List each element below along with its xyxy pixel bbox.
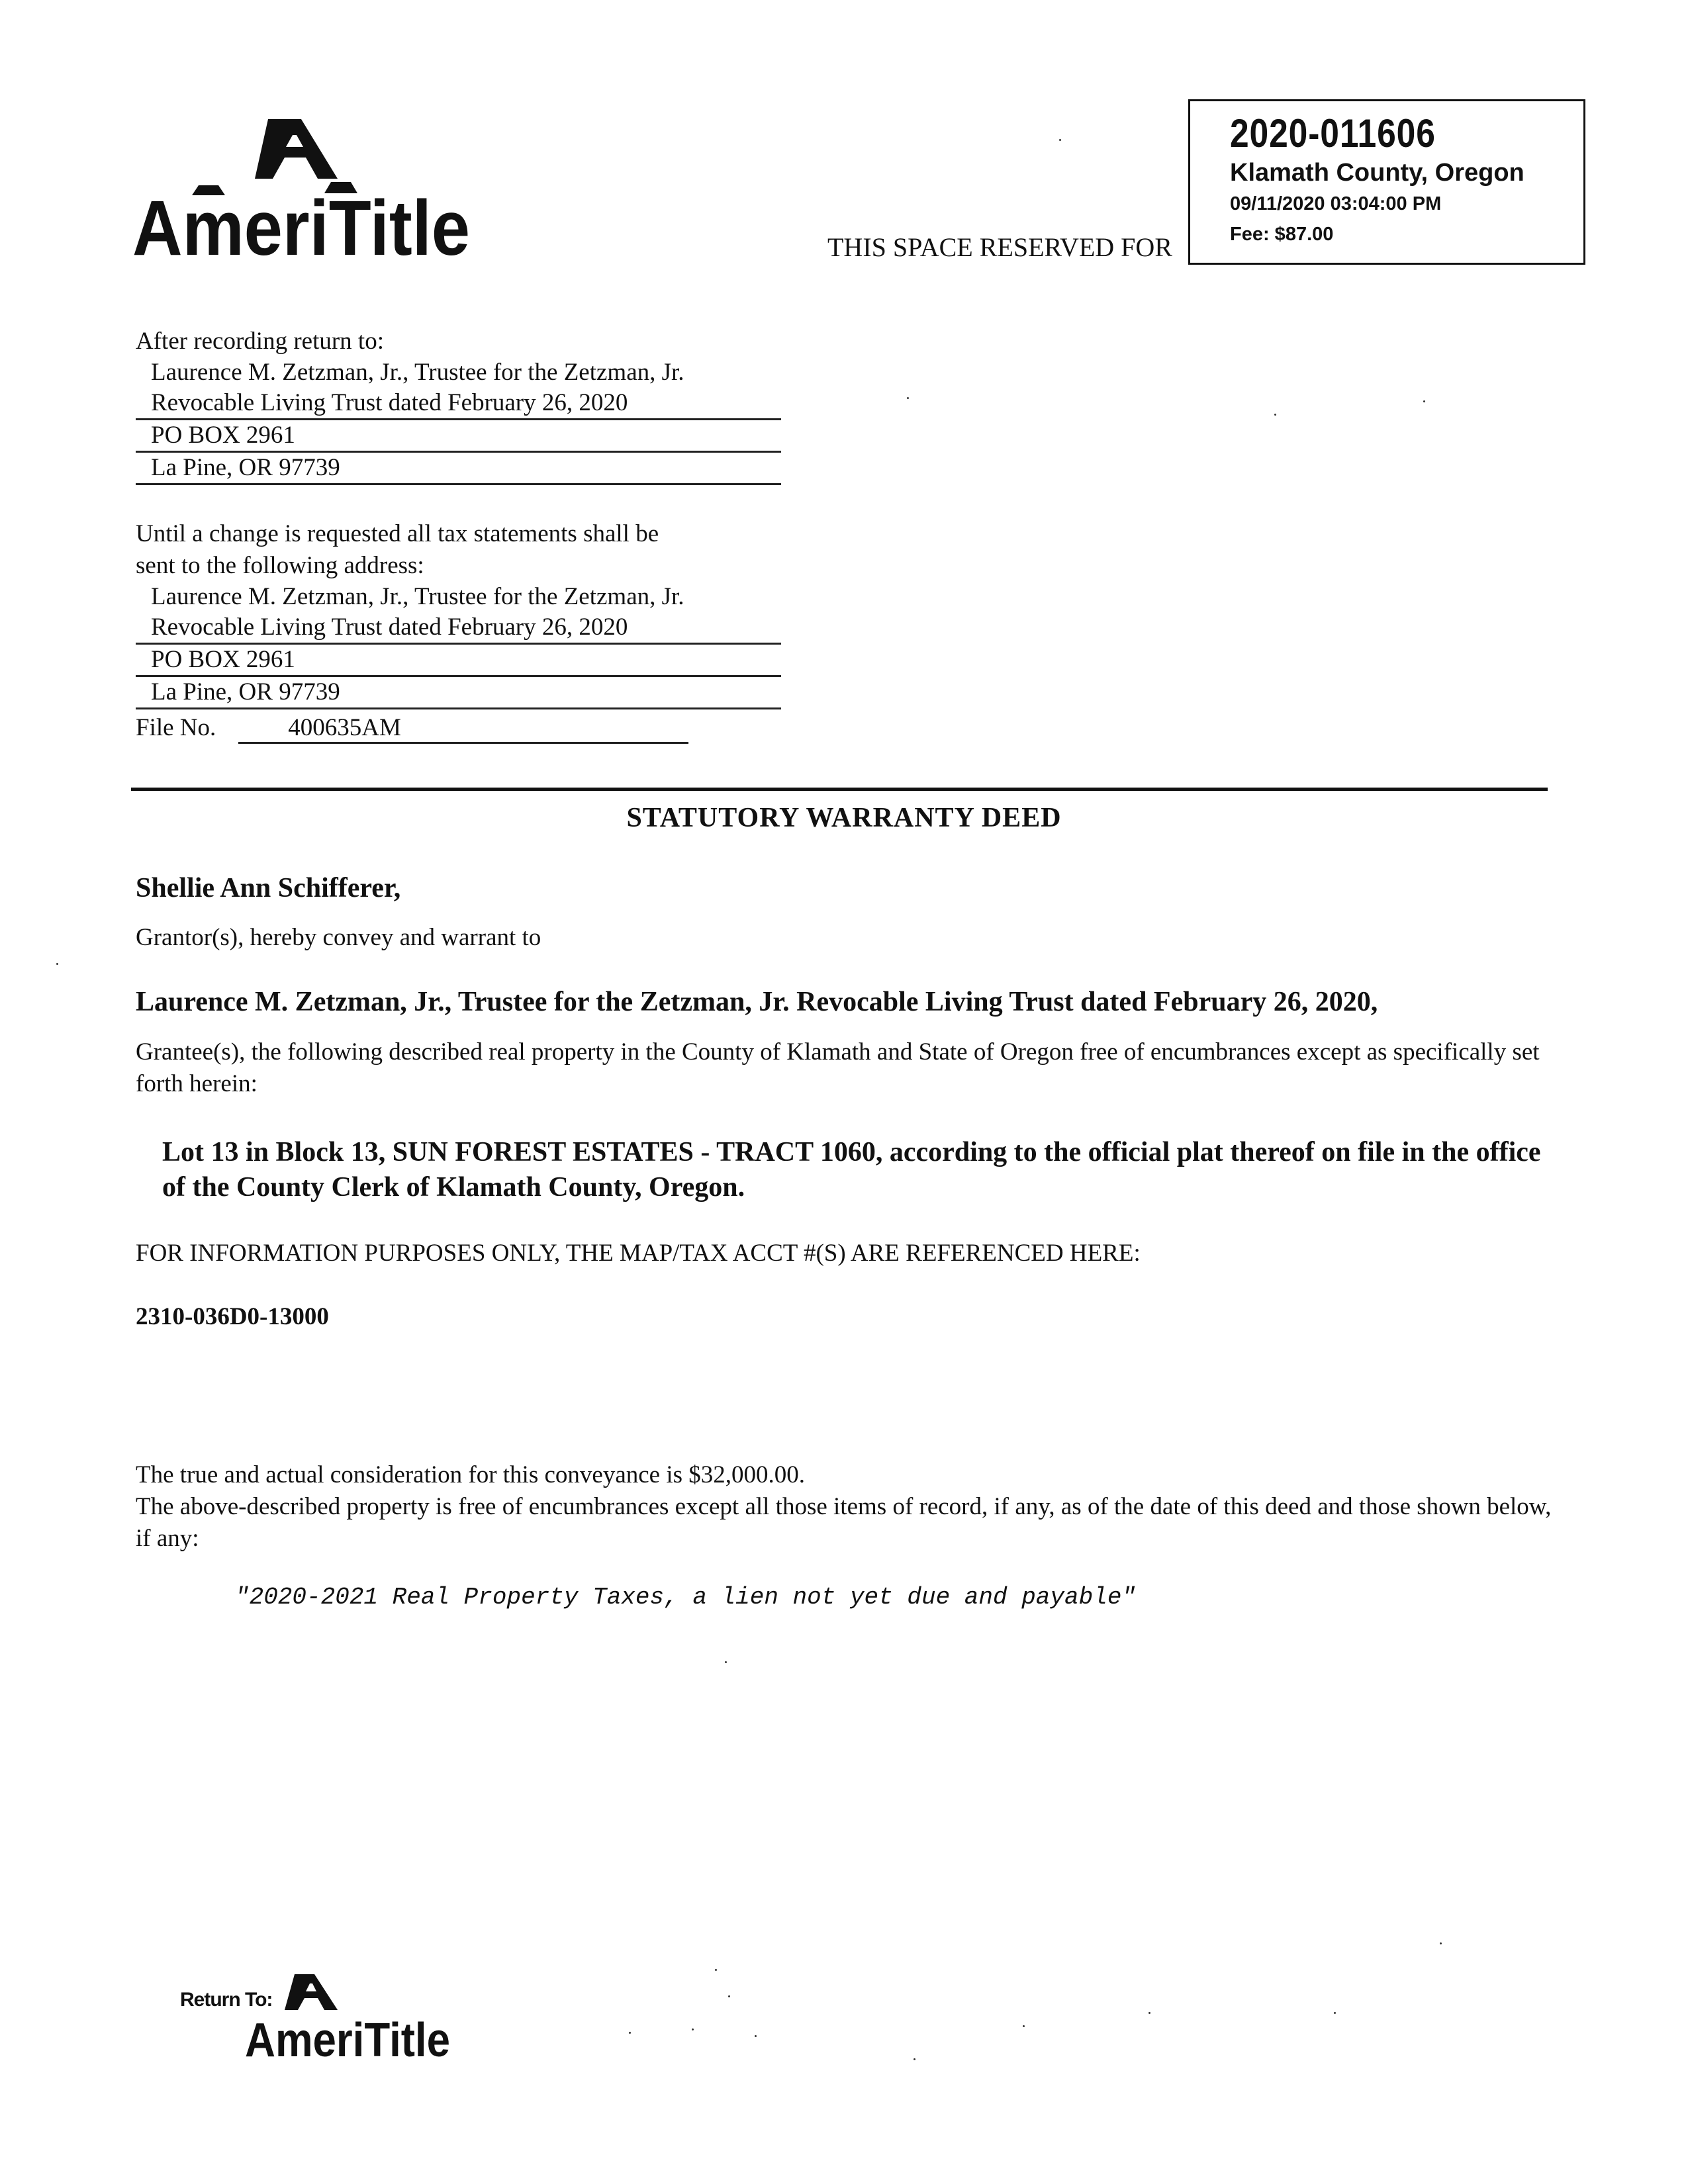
scan-speck [1059, 139, 1061, 141]
scan-speck [1440, 1942, 1442, 1944]
recording-stamp [1188, 99, 1585, 265]
footer-logo [179, 1969, 457, 2062]
scan-speck [715, 1969, 717, 1971]
return-address-block [136, 326, 781, 485]
return-to-label: Return To: [180, 1989, 273, 2011]
recording-county: Klamath County, Oregon [1230, 159, 1524, 187]
document-number: 2020-011606 [1230, 111, 1436, 156]
info-purposes-text: FOR INFORMATION PURPOSES ONLY, THE MAP/TAX ACCT #(S) ARE REFERENCED HERE: [136, 1240, 1141, 1267]
tax-line-1: Laurence M. Zetzman, Jr., Trustee for the Zetzman, Jr. [151, 583, 684, 610]
deed-title: STATUTORY WARRANTY DEED [626, 803, 1062, 833]
grantor-text: Grantor(s), hereby convey and warrant to [136, 924, 541, 951]
consideration-text: The true and actual consideration for this conveyance is $32,000.00. [136, 1461, 806, 1488]
svg-text:AmeriTitle: AmeriTitle [245, 2014, 450, 2062]
tax-account-number: 2310-036D0-13000 [136, 1303, 329, 1330]
encumbrance-text: The above-described property is free of encumbrances except all those items of record, if any, as of the date of this deed and those shown below, if any: [136, 1493, 1552, 1552]
scan-speck [914, 2058, 915, 2060]
recording-fee: Fee: $87.00 [1230, 224, 1334, 245]
scan-speck [755, 2035, 757, 2037]
scan-speck [1274, 414, 1276, 416]
return-label: After recording return to: [136, 328, 384, 355]
footer-logo-icon [179, 1969, 457, 2062]
scan-speck [56, 963, 58, 965]
scan-speck [725, 1661, 727, 1663]
return-line-4: La Pine, OR 97739 [136, 453, 781, 485]
legal-description: Lot 13 in Block 13, SUN FOREST ESTATES - TRACT 1060, according to the official plat thereof on file in the office of the County Clerk of Klamath County, Oregon. [162, 1137, 1541, 1203]
scan-speck [692, 2028, 694, 2030]
divider [131, 788, 1548, 791]
tax-line-4: La Pine, OR 97739 [136, 677, 781, 709]
ameritle-logo [132, 106, 477, 265]
scan-speck [1423, 400, 1425, 402]
return-line-3: PO BOX 2961 [136, 420, 781, 453]
tax-line-3: PO BOX 2961 [136, 645, 781, 677]
grantee-name: Laurence M. Zetzman, Jr., Trustee for the Zetzman, Jr. Revocable Living Trust dated February 26, 2020, [136, 987, 1378, 1017]
scan-speck [1149, 2012, 1150, 2014]
file-number-label: File No. [136, 714, 216, 741]
scan-speck [1023, 2025, 1025, 2027]
grantee-text: Grantee(s), the following described real property in the County of Klamath and State of Oregon free of encumbrances except as specifically set forth herein: [136, 1038, 1540, 1097]
tax-address-block [136, 518, 781, 709]
tax-label-1: Until a change is requested all tax statements shall be [136, 520, 659, 547]
grantor-name: Shellie Ann Schifferer, [136, 873, 401, 903]
file-number [136, 713, 688, 744]
tax-label-2: sent to the following address: [136, 552, 424, 579]
scan-speck [907, 397, 909, 399]
return-line-2: Revocable Living Trust dated February 26, 2020 [136, 388, 781, 420]
exception-text: "2020-2021 Real Property Taxes, a lien not yet due and payable" [235, 1584, 1137, 1611]
scan-speck [728, 1995, 730, 1997]
file-number-value: 400635AM [238, 713, 688, 744]
scan-speck [629, 2032, 631, 2034]
return-line-1: Laurence M. Zetzman, Jr., Trustee for the Zetzman, Jr. [151, 359, 684, 386]
scan-speck [1334, 2012, 1336, 2014]
svg-text:AmeriTitle: AmeriTitle [132, 185, 470, 265]
ameritle-logo-icon [132, 106, 477, 265]
tax-line-2: Revocable Living Trust dated February 26, 2020 [136, 612, 781, 645]
recording-datetime: 09/11/2020 03:04:00 PM [1230, 193, 1442, 214]
reserved-space-label: THIS SPACE RESERVED FOR [827, 232, 1172, 262]
consideration-block [136, 1459, 1552, 1555]
